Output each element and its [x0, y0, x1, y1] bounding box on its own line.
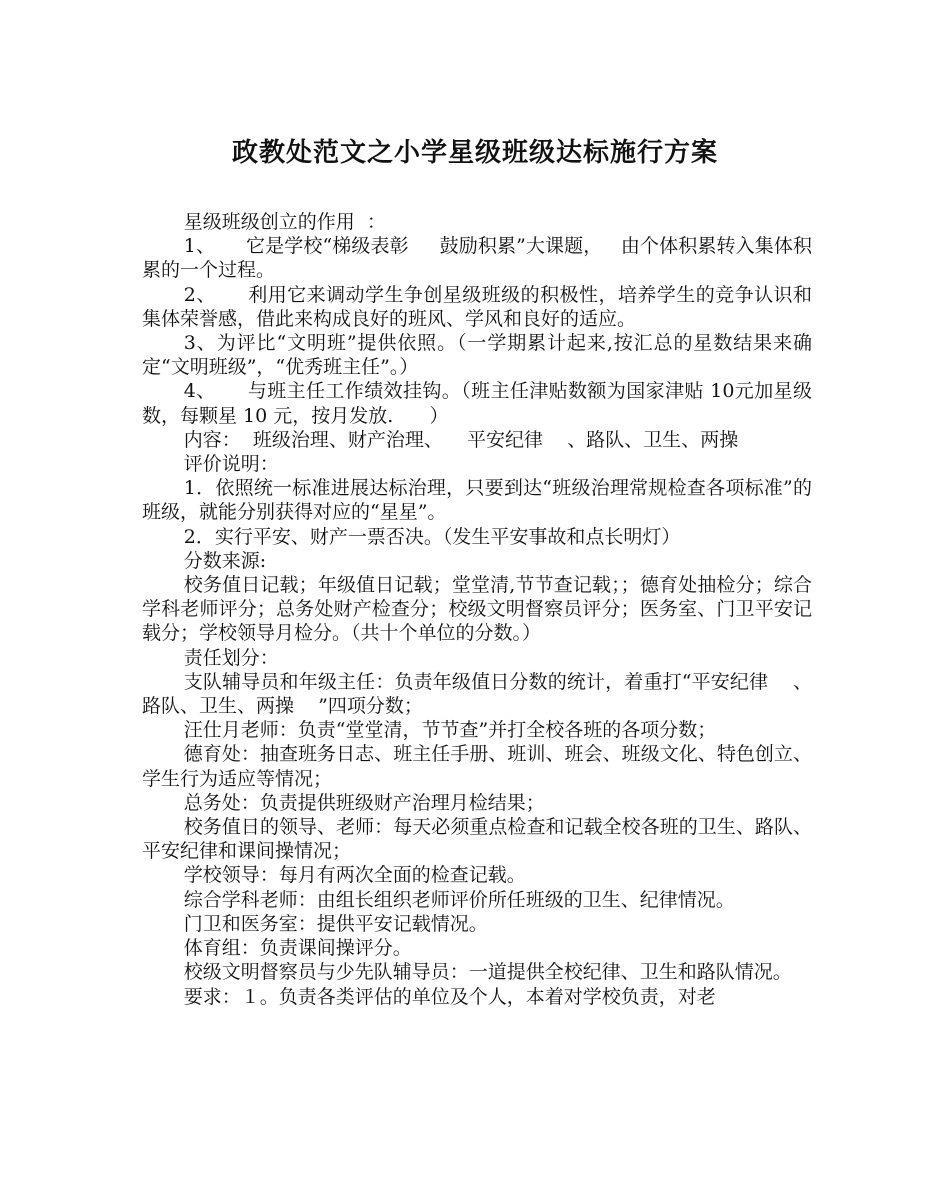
body-paragraph: 支队辅导员和年级主任：负责年级值日分数的统计，着重打“平安纪律 、路队、卫生、两操 ”四项分数； — [142, 670, 812, 718]
body-paragraph: 3、为评比“文明班”提供依照。（一学期累计起来,按汇总的星数结果来确定“文明班级”，“优秀班主任”。） — [142, 332, 812, 379]
body-paragraph: 内容： 班级治理、财产治理、 平安纪律 、路队、卫生、两操 — [183, 428, 739, 451]
body-paragraph: 学校领导：每月有两次全面的检查记载。 — [183, 864, 526, 887]
body-paragraph: 4、 与班主任工作绩效挂钩。（班主任津贴数额为国家津贴 10元加星级数，每颗星 10 元，按月发放. ） — [142, 380, 812, 427]
body-paragraph: 校级文明督察员与少先队辅导员：一道提供全校纪律、卫生和路队情况。 — [183, 961, 792, 984]
body-paragraph: 星级班级创立的作用 ： — [183, 211, 386, 233]
document-body — [142, 210, 812, 1009]
body-paragraph: 德育处：抽查班务日志、班主任手册、班训、班会、班级文化、特色创立、学生行为适应等情况； — [142, 743, 812, 790]
body-paragraph: 责任划分： — [183, 646, 279, 669]
body-paragraph: 门卫和医务室：提供平安记载情况。 — [183, 912, 488, 935]
body-paragraph: 校务值日的领导、老师：每天必须重点检查和记载全校各班的卫生、路队、平安纪律和课间操情况； — [142, 816, 812, 863]
document-title: 政教处范文之小学星级班级达标施行方案 — [231, 138, 718, 168]
body-paragraph: 要求：１。负责各类评估的单位及个人，本着对学校负责，对老 — [183, 985, 716, 1008]
body-paragraph: 综合学科老师：由组长组织老师评价所任班级的卫生、纪律情况。 — [183, 888, 735, 911]
body-paragraph: 1、 它是学校“梯级表彰 鼓励积累”大课题， 由个体积累转入集体积累的一个过程。 — [142, 235, 812, 282]
body-paragraph: 体育组：负责课间操评分。 — [183, 937, 412, 960]
body-paragraph: 校务值日记载；年级值日记载；堂堂清,节节查记载；；德育处抽检分；综合学科老师评分；总务处财产检查分；校级文明督察员评分；医务室、门卫平安记载分；学校领导月检分。（共十个单位的分数。） — [142, 574, 812, 645]
body-paragraph: 1．依照统一标准进展达标治理，只要到达“班级治理常规检查各项标准”的班级，就能分别获得对应的“星星”。 — [142, 477, 812, 524]
body-paragraph: 2．实行平安、财产一票否决。（发生平安事故和点长明灯） — [183, 525, 681, 548]
body-paragraph: 2、 利用它来调动学生争创星级班级的积极性，培养学生的竞争认识和集体荣誉感，借此来构成良好的班风、学风和良好的适应。 — [142, 283, 812, 330]
body-paragraph: 汪仕月老师：负责“堂堂清，节节查”并打全校各班的各项分数； — [183, 719, 717, 742]
body-paragraph: 总务处：负责提供班级财产治理月检结果； — [183, 791, 545, 814]
body-paragraph: 分数来源: — [183, 549, 267, 572]
body-paragraph: 评价说明： — [183, 453, 279, 476]
